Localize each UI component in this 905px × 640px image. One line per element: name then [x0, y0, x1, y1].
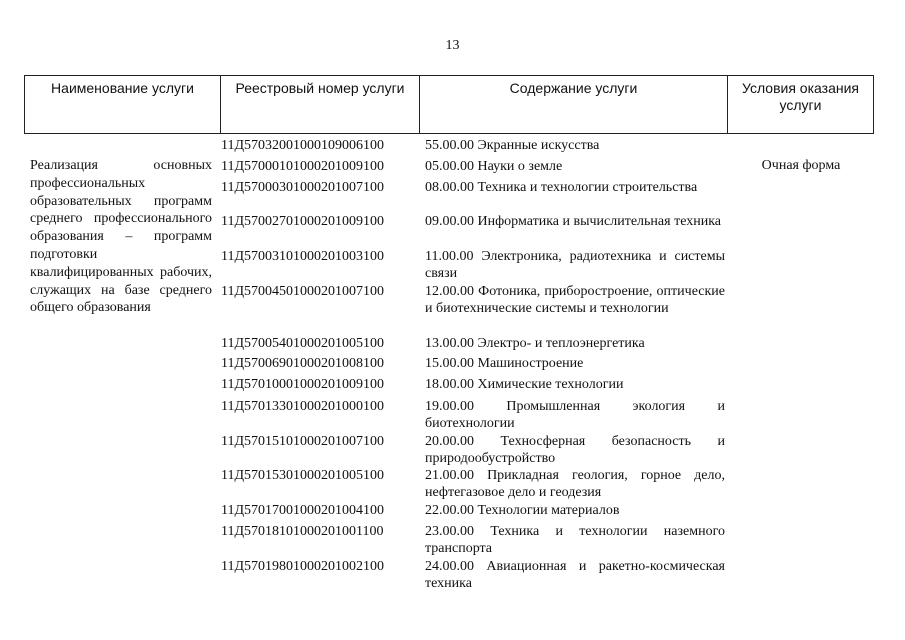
service-content: 20.00.00 Техносферная безопасность и природообустройство: [425, 434, 725, 466]
registry-number: 11Д57032001000109006100: [221, 138, 385, 153]
service-content: 22.00.00 Технологии материалов: [425, 503, 620, 518]
registry-number: 11Д57004501000201007100: [221, 284, 385, 299]
registry-number: 11Д57015101000201007100: [221, 434, 385, 449]
service-content: 23.00.00 Техника и технологии наземного транспорта: [425, 524, 725, 556]
service-content: 19.00.00 Промышленная экология и биотехнологии: [425, 399, 725, 431]
service-content: 15.00.00 Машиностроение: [425, 356, 584, 371]
service-condition: Очная форма: [761, 158, 841, 173]
service-content: 24.00.00 Авиационная и ракетно-космическая техника: [425, 559, 725, 591]
registry-number: 11Д57003101000201003100: [221, 249, 385, 264]
registry-number: 11Д57000301000201007100: [221, 180, 385, 195]
registry-number: 11Д57013301000201000100: [221, 399, 385, 414]
service-content: 55.00.00 Экранные искусства: [425, 138, 600, 153]
registry-number: 11Д57017001000201004100: [221, 503, 385, 518]
service-content: 08.00.00 Техника и технологии строительства: [425, 180, 698, 195]
header-service-content: Содержание услуги: [420, 76, 728, 134]
registry-number: 11Д57006901000201008100: [221, 356, 385, 371]
table-header: [24, 75, 874, 134]
registry-number: 11Д57002701000201009100: [221, 214, 385, 229]
registry-number: 11Д57000101000201009100: [221, 159, 385, 174]
registry-number: 11Д57015301000201005100: [221, 468, 385, 483]
header-registry-number: Реестровый номер услуги: [221, 76, 420, 134]
service-content: 13.00.00 Электро- и теплоэнергетика: [425, 336, 645, 351]
service-content: 05.00.00 Науки о земле: [425, 159, 563, 174]
page-number: 13: [445, 38, 460, 53]
service-content: 21.00.00 Прикладная геология, горное дело, нефтегазовое дело и геодезия: [425, 468, 725, 500]
header-service-name: Наименование услуги: [25, 76, 221, 134]
service-name: Реализация основных профессиональных образовательных программ среднего профессионального образования – программ подготовки квалифицированных рабочих, служащих на базе среднего общего образования: [30, 158, 212, 316]
service-content: 09.00.00 Информатика и вычислительная техника: [425, 214, 722, 229]
registry-number: 11Д57005401000201005100: [221, 336, 385, 351]
header-service-conditions: Условия оказания услуги: [728, 76, 874, 134]
registry-number: 11Д57010001000201009100: [221, 377, 385, 392]
registry-number: 11Д57018101000201001100: [221, 524, 384, 539]
service-content: 12.00.00 Фотоника, приборостроение, оптические и биотехнические системы и технологии: [425, 284, 725, 316]
service-content: 11.00.00 Электроника, радиотехника и системы связи: [425, 249, 725, 281]
registry-number: 11Д57019801000201002100: [221, 559, 385, 574]
service-content: 18.00.00 Химические технологии: [425, 377, 624, 392]
